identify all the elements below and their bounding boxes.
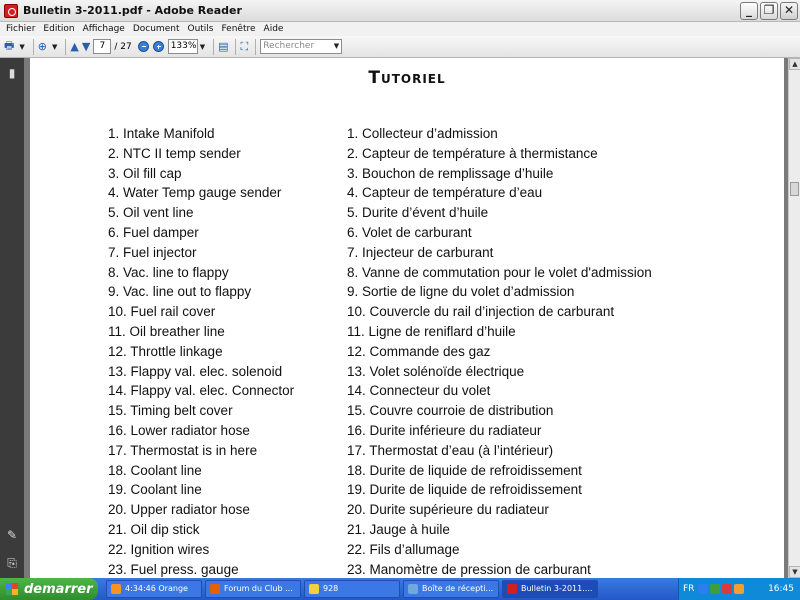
menu-outils[interactable]: Outils	[187, 24, 214, 34]
clock: 16:45	[768, 584, 794, 594]
taskbar-task-button[interactable]	[403, 580, 499, 598]
english-parts-list	[108, 124, 294, 578]
scrollbar-thumb[interactable]	[790, 182, 799, 196]
network-tray-icon[interactable]	[698, 584, 708, 594]
english-part-item: 20. Upper radiator hose	[108, 502, 250, 518]
english-part-item: 3. Oil fill cap	[108, 165, 182, 181]
full-screen-icon[interactable]: ⛶	[240, 39, 249, 53]
task-label: Boîte de récepti...	[422, 584, 494, 593]
print-dropdown-arrow-icon[interactable]: ▼	[19, 42, 25, 51]
english-part-item: 5. Oil vent line	[108, 205, 194, 221]
french-part-item: 4. Capteur de température d’eau	[347, 185, 543, 201]
french-part-item: 21. Jauge à huile	[347, 521, 450, 537]
french-part-item: 14. Connecteur du volet	[347, 383, 491, 399]
previous-page-icon[interactable]: ▲	[70, 40, 79, 53]
taskbar-task-button[interactable]	[106, 580, 202, 598]
windows-taskbar	[0, 578, 800, 600]
attachments-paperclip-icon[interactable]: ⎘	[7, 556, 17, 570]
english-part-item: 23. Fuel press. gauge	[108, 561, 239, 577]
minimize-button[interactable]: _	[740, 2, 758, 20]
maximize-button[interactable]: ❐	[760, 2, 778, 20]
scroll-up-arrow-icon[interactable]: ▲	[789, 58, 800, 70]
french-part-item: 7. Injecteur de carburant	[347, 244, 494, 260]
taskbar-task-button[interactable]	[205, 580, 301, 598]
french-part-item: 5. Durite d’évent d’huile	[347, 205, 489, 221]
window-title: Bulletin 3-2011.pdf - Adobe Reader	[23, 4, 242, 17]
french-part-item: 16. Durite inférieure du radiateur	[347, 422, 542, 438]
english-part-item: 13. Flappy val. elec. solenoid	[108, 363, 283, 379]
french-part-item: 17. Thermostat d’eau (à l’intérieur)	[347, 442, 554, 458]
task-app-icon	[408, 584, 418, 594]
comments-panel-icon[interactable]: ✎	[6, 528, 18, 542]
french-part-item: 15. Couvre courroie de distribution	[347, 403, 554, 419]
search-placeholder: Rechercher	[263, 41, 315, 51]
french-part-item: 13. Volet solénoïde électrique	[347, 363, 525, 379]
menu-fichier[interactable]: Fichier	[6, 24, 36, 34]
zoom-level-input[interactable]: 133%	[168, 39, 198, 54]
page-number-input[interactable]: 7	[93, 39, 111, 54]
menu-edition[interactable]: Edition	[43, 24, 75, 34]
french-part-item: 12. Commande des gaz	[347, 343, 491, 359]
close-button[interactable]: ✕	[780, 2, 798, 20]
task-label: 928	[323, 584, 339, 593]
french-part-item: 10. Couvercle du rail d’injection de carburant	[347, 304, 615, 320]
menu-aide[interactable]: Aide	[263, 24, 284, 34]
system-tray	[678, 578, 800, 600]
french-part-item: 2. Capteur de température à thermistance	[347, 145, 598, 161]
toolbar-separator	[213, 39, 214, 55]
english-part-item: 8. Vac. line to flappy	[108, 264, 229, 280]
toolbar-separator	[255, 39, 256, 55]
toolbar-separator	[33, 39, 34, 55]
start-label: demarrer	[24, 581, 93, 597]
windows-logo-icon	[6, 583, 18, 595]
french-part-item: 20. Durite supérieure du radiateur	[347, 502, 549, 518]
task-app-icon	[309, 584, 319, 594]
french-part-item: 3. Bouchon de remplissage d’huile	[347, 165, 554, 181]
document-viewport[interactable]	[24, 58, 788, 578]
english-part-item: 11. Oil breather line	[108, 323, 225, 339]
french-part-item: 23. Manomètre de pression de carburant	[347, 561, 591, 577]
next-page-icon[interactable]: ▼	[81, 40, 91, 53]
pages-panel-icon[interactable]: ▮	[8, 66, 16, 80]
volume-tray-icon[interactable]	[734, 584, 744, 594]
english-part-item: 10. Fuel rail cover	[108, 304, 216, 320]
language-indicator[interactable]: FR	[683, 584, 695, 594]
collaborate-dropdown-arrow-icon[interactable]: ▼	[52, 42, 58, 51]
french-part-item: 11. Ligne de reniflard d’huile	[347, 323, 516, 339]
french-part-item: 1. Collecteur d’admission	[347, 126, 498, 141]
french-part-item: 19. Durite de liquide de refroidissement	[347, 482, 582, 498]
zoom-out-icon[interactable]	[138, 41, 149, 52]
task-label: Forum du Club ...	[224, 584, 293, 593]
task-app-icon	[111, 584, 121, 594]
english-part-item: 6. Fuel damper	[108, 224, 199, 240]
pdf-page	[30, 58, 784, 578]
task-app-icon	[507, 584, 517, 594]
english-part-item: 22. Ignition wires	[108, 541, 210, 557]
title-bar[interactable]	[0, 0, 800, 22]
english-part-item: 12. Throttle linkage	[108, 343, 223, 359]
french-parts-list	[347, 124, 652, 578]
english-part-item: 4. Water Temp gauge sender	[108, 185, 282, 201]
vertical-scrollbar[interactable]	[788, 58, 800, 578]
english-part-item: 17. Thermostat is in here	[108, 442, 258, 458]
fit-page-icon[interactable]: ▤	[218, 40, 229, 53]
security-tray-icon[interactable]	[710, 584, 720, 594]
update-tray-icon[interactable]	[722, 584, 732, 594]
french-part-item: 22. Fils d’allumage	[347, 541, 460, 557]
toolbar-separator	[65, 39, 66, 55]
menu-fenetre[interactable]: Fenêtre	[221, 24, 256, 34]
collaborate-icon[interactable]: ⊕	[37, 40, 47, 53]
scroll-down-arrow-icon[interactable]: ▼	[789, 566, 800, 578]
english-part-item: 15. Timing belt cover	[108, 403, 233, 419]
search-dropdown-arrow-icon[interactable]: ▼	[333, 42, 340, 50]
task-app-icon	[210, 584, 220, 594]
adobe-reader-icon	[4, 4, 18, 18]
menu-bar	[0, 22, 800, 36]
zoom-in-icon[interactable]	[153, 41, 164, 52]
page-total-label: / 27	[114, 41, 132, 52]
page-title: Tutoriel	[368, 68, 446, 88]
french-part-item: 9. Sortie de ligne du volet d’admission	[347, 284, 575, 300]
english-part-item: 18. Coolant line	[108, 462, 202, 478]
french-part-item: 6. Volet de carburant	[347, 224, 472, 240]
french-part-item: 8. Vanne de commutation pour le volet d'admission	[347, 264, 652, 280]
taskbar-task-button[interactable]	[502, 580, 598, 598]
english-part-item: 1. Intake Manifold	[108, 126, 215, 141]
english-part-item: 21. Oil dip stick	[108, 521, 200, 537]
taskbar-task-button[interactable]	[304, 580, 400, 598]
english-part-item: 9. Vac. line out to flappy	[108, 284, 252, 300]
english-part-item: 2. NTC II temp sender	[108, 145, 241, 161]
english-part-item: 16. Lower radiator hose	[108, 422, 250, 438]
toolbar	[0, 36, 800, 58]
menu-affichage[interactable]: Affichage	[82, 24, 125, 34]
task-label: Bulletin 3-2011....	[521, 584, 593, 593]
print-icon[interactable]: 🖶	[4, 39, 15, 52]
search-input[interactable]	[260, 39, 342, 54]
task-label: 4:34:46 Orange	[125, 584, 188, 593]
taskbar-buttons	[106, 580, 601, 598]
english-part-item: 14. Flappy val. elec. Connector	[108, 383, 295, 399]
navigation-panel	[0, 58, 24, 578]
menu-document[interactable]: Document	[132, 24, 180, 34]
start-button[interactable]	[0, 578, 98, 600]
english-part-item: 7. Fuel injector	[108, 244, 197, 260]
zoom-dropdown-arrow-icon[interactable]: ▼	[199, 42, 206, 51]
english-part-item: 19. Coolant line	[108, 482, 202, 498]
french-part-item: 18. Durite de liquide de refroidissement	[347, 462, 582, 478]
toolbar-separator	[235, 39, 236, 55]
